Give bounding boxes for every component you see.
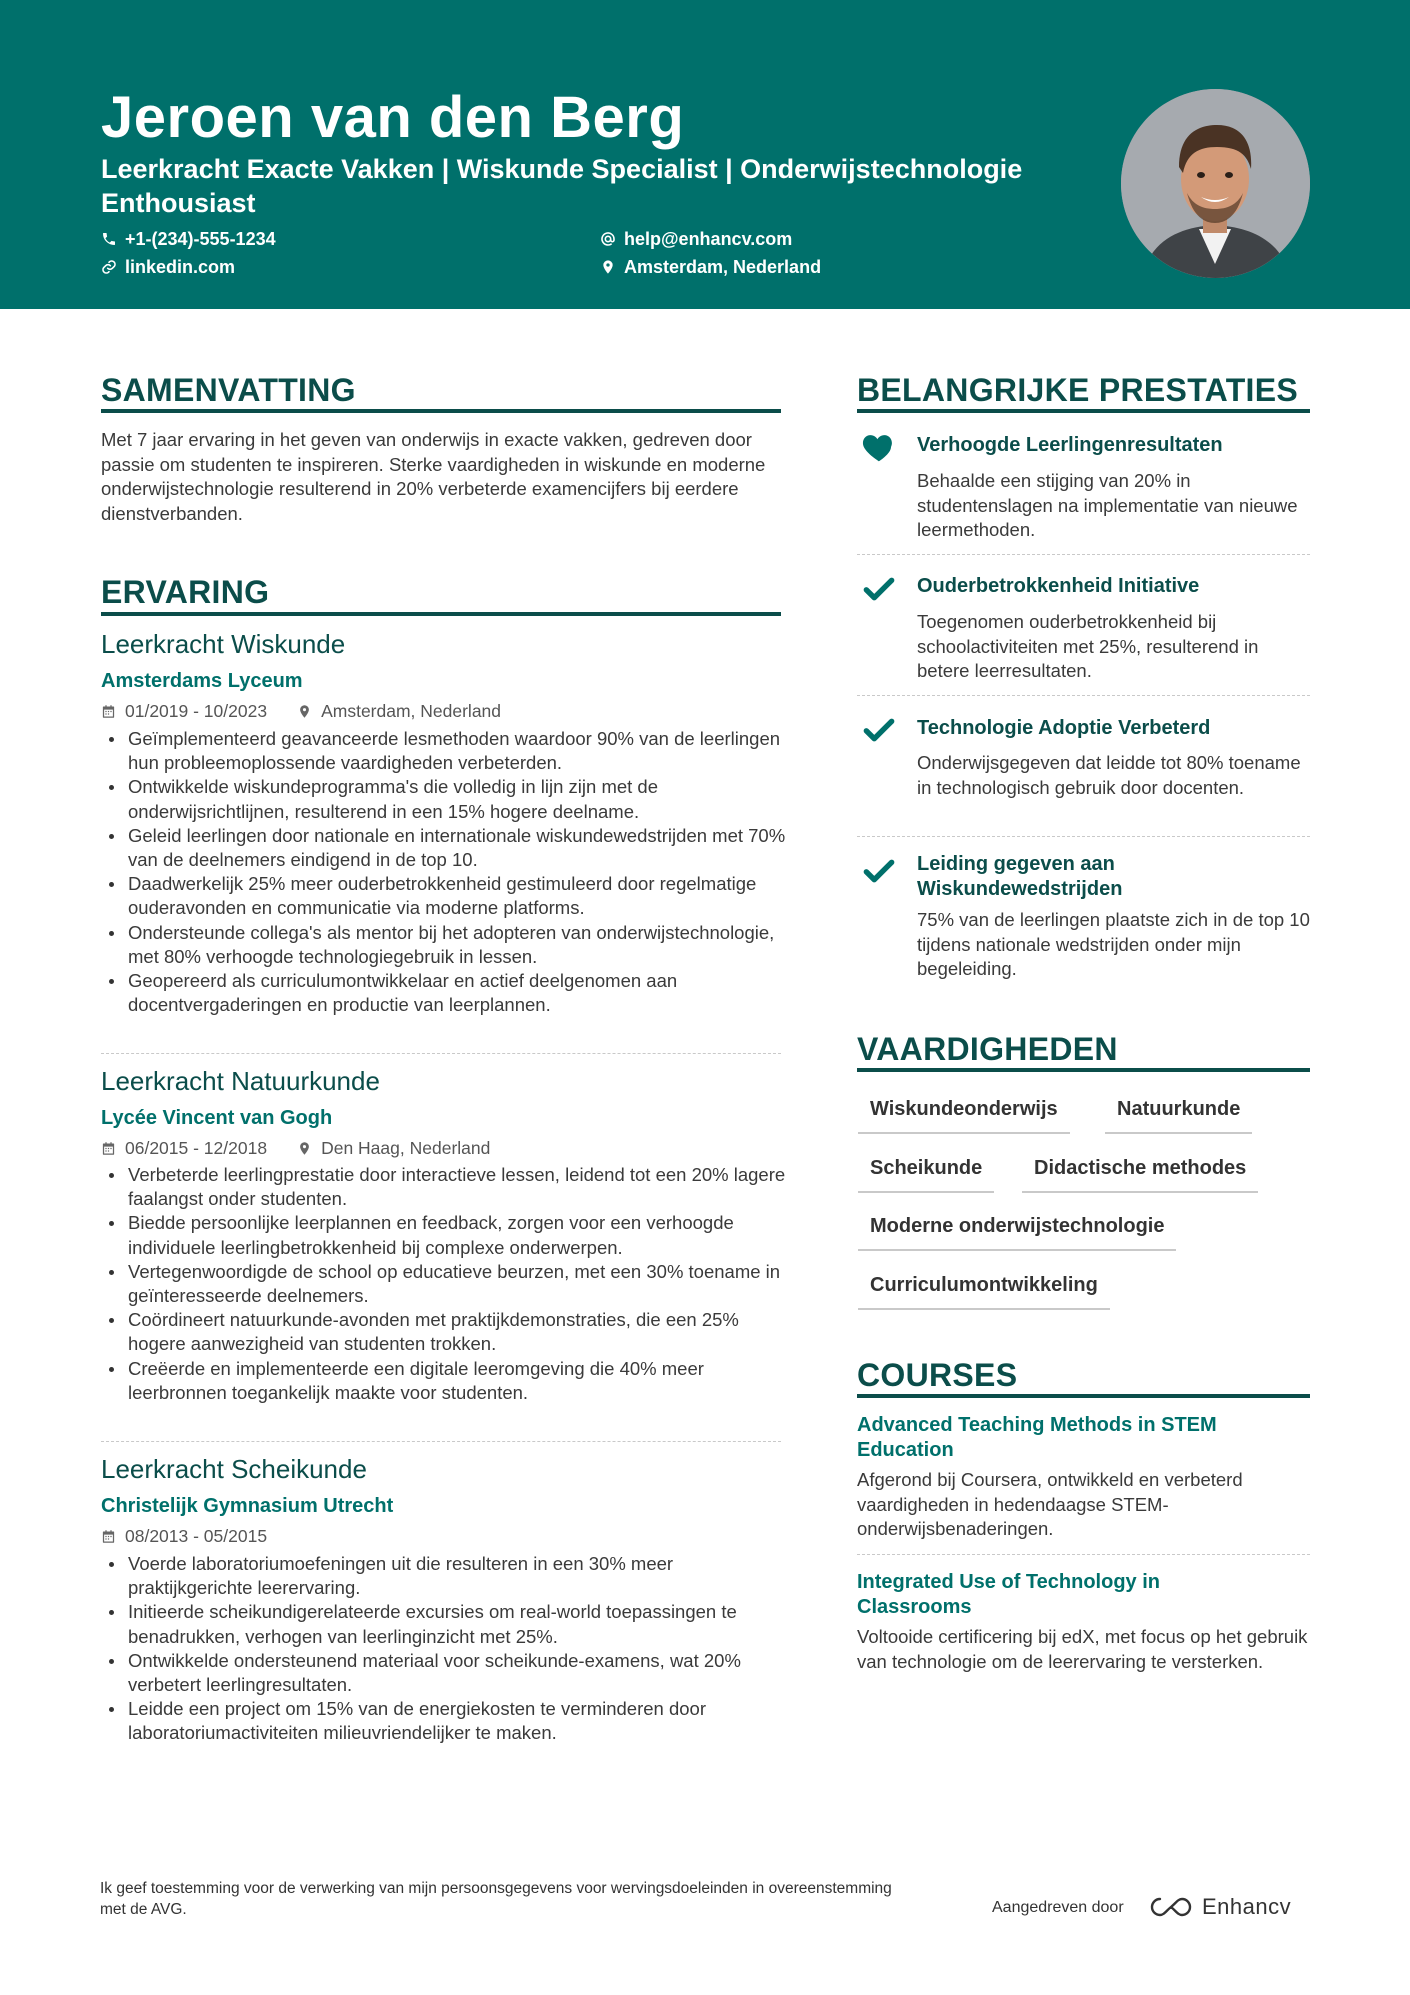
company-name: Christelijk Gymnasium Utrecht bbox=[101, 1495, 394, 1517]
job-bullets bbox=[101, 1552, 791, 1746]
phone-icon bbox=[101, 231, 117, 247]
consent-text: Ik geef toestemming voor de verwerking van mijn persoonsgegevens voor wervingsdoeleinden in overeenstemming met de AVG. bbox=[100, 1880, 892, 1918]
achievement-title: Ouderbetrokkenheid Initiative bbox=[917, 575, 1200, 597]
courses-rule bbox=[857, 1394, 1310, 1398]
divider bbox=[101, 1053, 781, 1054]
enhancv-logo-icon bbox=[1148, 1895, 1194, 1919]
achievement-title: Leiding gegeven aan Wiskundewedstrijden bbox=[917, 853, 1123, 900]
job-title: Leerkracht Wiskunde bbox=[101, 629, 346, 659]
job-meta bbox=[101, 1137, 490, 1159]
location-pin-icon bbox=[600, 259, 616, 275]
brand-name: Enhancv bbox=[1202, 1894, 1292, 1919]
calendar-icon bbox=[101, 1141, 116, 1156]
achievement-desc: Onderwijsgegeven dat leidde tot 80% toename in technologisch gebruik door docenten. bbox=[917, 752, 1301, 798]
calendar-icon bbox=[101, 704, 116, 719]
skill-tag: Natuurkunde bbox=[1105, 1096, 1252, 1134]
job-location: Amsterdam, Nederland bbox=[321, 701, 502, 721]
experience-heading: ERVARING bbox=[101, 574, 270, 610]
profile-photo bbox=[1121, 89, 1310, 278]
list-item: Ondersteunde collega's als mentor bij het adopteren van onderwijstechnologie, met 80% verhoogde technologiegebruik in lessen. bbox=[101, 921, 791, 969]
avatar-portrait bbox=[1121, 89, 1310, 278]
job-dates: 08/2013 - 05/2015 bbox=[125, 1526, 268, 1546]
skill-tag: Didactische methodes bbox=[1022, 1155, 1258, 1193]
course-title: Integrated Use of Technology in Classrooms bbox=[857, 1571, 1160, 1618]
list-item: Ontwikkelde ondersteunend materiaal voor scheikunde-examens, wat 20% verbetert leerlingresultaten. bbox=[101, 1649, 791, 1697]
achievement-desc: Behaalde een stijging van 20% in studentenslagen na implementatie van nieuwe leermethoden. bbox=[917, 470, 1298, 540]
summary-text: Met 7 jaar ervaring in het geven van onderwijs in exacte vakken, gedreven door passie om studenten te inspireren. Sterke vaardigheden in wiskunde en moderne onderwijstechnologie resulterend in 20% verbeterde examencijfers bij eerdere dienstverbanden. bbox=[101, 429, 766, 524]
contact-linkedin[interactable] bbox=[101, 255, 235, 279]
skill-tag: Scheikunde bbox=[858, 1155, 994, 1193]
candidate-title: Leerkracht Exacte Vakken | Wiskunde Specialist | Onderwijstechnologie Enthousiast bbox=[101, 154, 1023, 218]
divider bbox=[857, 554, 1310, 555]
achievement-title: Verhoogde Leerlingenresultaten bbox=[917, 434, 1223, 456]
job-meta bbox=[101, 1525, 267, 1547]
check-icon bbox=[860, 570, 898, 608]
divider bbox=[857, 836, 1310, 837]
at-icon bbox=[600, 231, 616, 247]
list-item: Geleid leerlingen door nationale en internationale wiskundewedstrijden met 70% van de deelnemers eindigend in de top 10. bbox=[101, 824, 791, 872]
achievement-desc: Toegenomen ouderbetrokkenheid bij schoolactiviteiten met 25%, resulterend in betere leerresultaten. bbox=[917, 611, 1259, 681]
list-item: Voerde laboratoriumoefeningen uit die resulteren in een 30% meer praktijkgerichte leerervaring. bbox=[101, 1552, 791, 1600]
course-desc: Voltooide certificering bij edX, met focus op het gebruik van technologie om de leerervaring te versterken. bbox=[857, 1626, 1308, 1672]
job-title: Leerkracht Scheikunde bbox=[101, 1454, 367, 1484]
enhancv-logo[interactable] bbox=[1148, 1894, 1291, 1920]
divider bbox=[857, 695, 1310, 696]
job-bullets bbox=[101, 1163, 791, 1405]
job-title: Leerkracht Natuurkunde bbox=[101, 1066, 380, 1096]
skill-tag: Moderne onderwijstechnologie bbox=[858, 1213, 1176, 1251]
list-item: Verbeterde leerlingprestatie door interactieve lessen, leidend tot een 20% lagere faalangst onder studenten. bbox=[101, 1163, 791, 1211]
course-title: Advanced Teaching Methods in STEM Education bbox=[857, 1414, 1217, 1461]
candidate-name: Jeroen van den Berg bbox=[101, 85, 685, 150]
skill-tag: Curriculumontwikkeling bbox=[858, 1272, 1110, 1310]
experience-rule bbox=[101, 612, 781, 616]
summary-rule bbox=[101, 409, 781, 413]
company-name: Amsterdams Lyceum bbox=[101, 670, 303, 692]
job-dates: 06/2015 - 12/2018 bbox=[125, 1138, 268, 1158]
contact-email[interactable] bbox=[600, 227, 792, 251]
job-meta bbox=[101, 700, 501, 722]
course-desc: Afgerond bij Coursera, ontwikkeld en verbeterd vaardigheden in hedendaagse STEM-onderwijsbenaderingen. bbox=[857, 1469, 1243, 1539]
achievement-title: Technologie Adoptie Verbeterd bbox=[917, 717, 1211, 739]
list-item: Geïmplementeerd geavanceerde lesmethoden waardoor 90% van de leerlingen hun probleemoplossende vaardigheden verbeterden. bbox=[101, 727, 791, 775]
link-icon bbox=[101, 259, 117, 275]
email-text: help@enhancv.com bbox=[624, 229, 793, 249]
list-item: Ontwikkelde wiskundeprogramma's die volledig in lijn zijn met de onderwijsrichtlijnen, resulterend in een 15% hogere deelname. bbox=[101, 775, 791, 823]
job-dates: 01/2019 - 10/2023 bbox=[125, 701, 268, 721]
list-item: Biedde persoonlijke leerplannen en feedback, zorgen voor een verhoogde individuele leerlingbetrokkenheid bij complexe onderwerpen. bbox=[101, 1211, 791, 1259]
divider bbox=[857, 1554, 1310, 1555]
company-name: Lycée Vincent van Gogh bbox=[101, 1107, 333, 1129]
courses-heading: COURSES bbox=[857, 1357, 1018, 1393]
linkedin-text: linkedin.com bbox=[125, 257, 236, 277]
location-text: Amsterdam, Nederland bbox=[624, 257, 822, 277]
phone-text: +1-(234)-555-1234 bbox=[125, 229, 276, 249]
powered-by-label: Aangedreven door bbox=[992, 1899, 1124, 1916]
check-icon bbox=[860, 852, 898, 890]
job-location: Den Haag, Nederland bbox=[321, 1138, 491, 1158]
skills-rule bbox=[857, 1068, 1310, 1072]
divider bbox=[101, 1441, 781, 1442]
list-item: Geopereerd als curriculumontwikkelaar en actief deelgenomen aan docentvergaderingen en productie van leerplannen. bbox=[101, 969, 791, 1017]
contact-location bbox=[600, 255, 821, 279]
job-bullets bbox=[101, 727, 791, 1017]
check-icon bbox=[860, 711, 898, 749]
heart-icon bbox=[860, 428, 898, 466]
achievement-desc: 75% van de leerlingen plaatste zich in de top 10 tijdens nationale wedstrijden onder mijn begeleiding. bbox=[917, 909, 1310, 979]
list-item: Initieerde scheikundigerelateerde excursies om real-world toepassingen te benadrukken, verhogen van leerlinginzicht met 25%. bbox=[101, 1600, 791, 1648]
achievements-rule bbox=[857, 409, 1310, 413]
location-pin-icon bbox=[297, 704, 312, 719]
achievements-heading: BELANGRIJKE PRESTATIES bbox=[857, 372, 1299, 408]
calendar-icon bbox=[101, 1529, 116, 1544]
list-item: Creëerde en implementeerde een digitale leeromgeving die 40% meer leerbronnen toegankelijk maakte voor studenten. bbox=[101, 1357, 791, 1405]
list-item: Leidde een project om 15% van de energiekosten te verminderen door laboratoriumactiviteiten milieuvriendelijker te maken. bbox=[101, 1697, 791, 1745]
summary-heading: SAMENVATTING bbox=[101, 372, 356, 408]
contact-phone[interactable] bbox=[101, 227, 276, 251]
resume-header bbox=[0, 0, 1410, 309]
skill-tag: Wiskundeonderwijs bbox=[858, 1096, 1070, 1134]
skills-heading: VAARDIGHEDEN bbox=[857, 1031, 1118, 1067]
location-pin-icon bbox=[297, 1141, 312, 1156]
list-item: Vertegenwoordigde de school op educatieve beurzen, met een 30% toename in geïnteresseerde deelnemers. bbox=[101, 1260, 791, 1308]
list-item: Daadwerkelijk 25% meer ouderbetrokkenheid gestimuleerd door regelmatige ouderavonden en communicatie via moderne platforms. bbox=[101, 872, 791, 920]
list-item: Coördineert natuurkunde-avonden met praktijkdemonstraties, die een 25% hogere aanwezigheid van studenten trokken. bbox=[101, 1308, 791, 1356]
